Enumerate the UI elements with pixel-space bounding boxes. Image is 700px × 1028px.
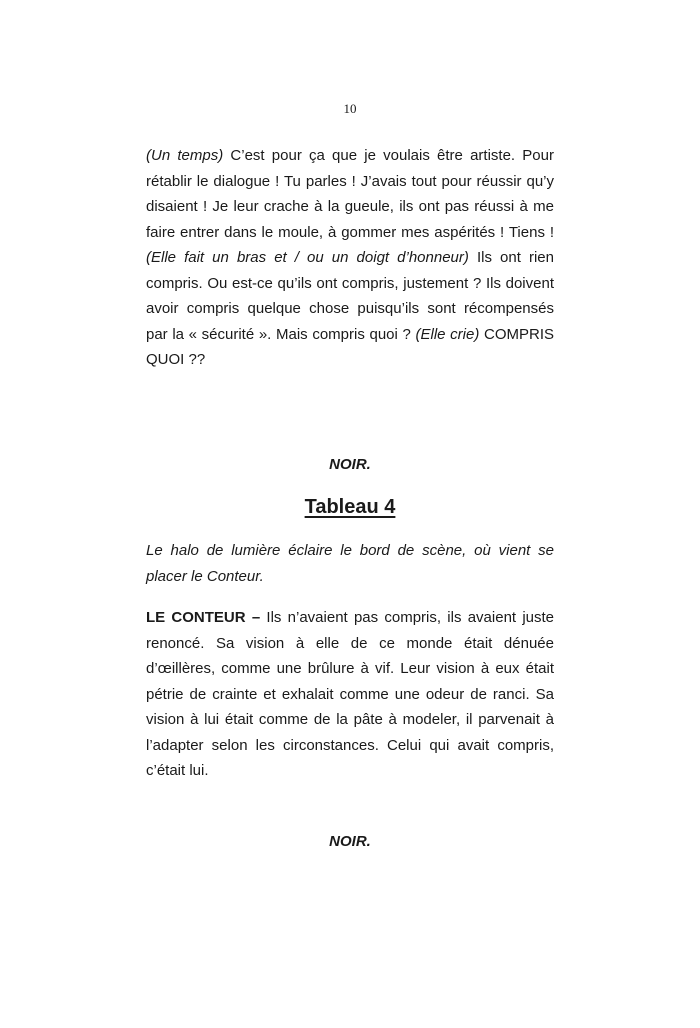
tableau-title: Tableau 4	[304, 496, 396, 518]
speaker-name: LE CONTEUR –	[146, 609, 261, 626]
noir-marker-2: NOIR.	[329, 833, 371, 850]
monologue-text-3: COMPRIS QUOI ??	[146, 325, 554, 368]
stage-direction-un-temps: (Un temps)	[146, 147, 224, 164]
noir-marker-1: NOIR.	[329, 456, 371, 473]
conteur-text: Ils n’avaient pas compris, ils avaient juste renoncé. Sa vision à elle de ce monde était dénuée d’œillères, comme une brûlure à vif. Leur vision à eux était pétrie de crainte et exhalait comme une odeur de ranci. Sa vision à lui était comme de la pâte à modeler, il parvenait à l’adapter selon les circonstances. Celui qui avait compris, c’était lui.	[146, 609, 555, 779]
stage-direction-bras: (Elle fait un bras et / ou un doigt d’honneur)	[146, 249, 469, 266]
conteur-paragraph	[146, 605, 554, 784]
stage-direction-crie: (Elle crie)	[415, 325, 480, 343]
tableau-stage-direction: Le halo de lumière éclaire le bord de scène, où vient se placer le Conteur.	[146, 542, 554, 585]
monologue-text-2: Ils ont rien compris. Ou est-ce qu’ils ont compris, justement ? Ils doivent avoir compris quelque chose puisqu’ils sont récompensés par la « sécurité ». Mais compris quoi ?	[146, 249, 554, 343]
page-number: 10	[343, 101, 357, 116]
monologue-paragraph	[146, 143, 554, 373]
monologue-text-1: C’est pour ça que je voulais être artiste. Pour rétablir le dialogue ! Tu parles ! J’avais tout pour réussir qu’y disaient ! Je leur crache à la gueule, ils ont pas réussi à me faire entrer dans le moule, à gommer mes aspérités ! Tiens !	[146, 147, 554, 241]
